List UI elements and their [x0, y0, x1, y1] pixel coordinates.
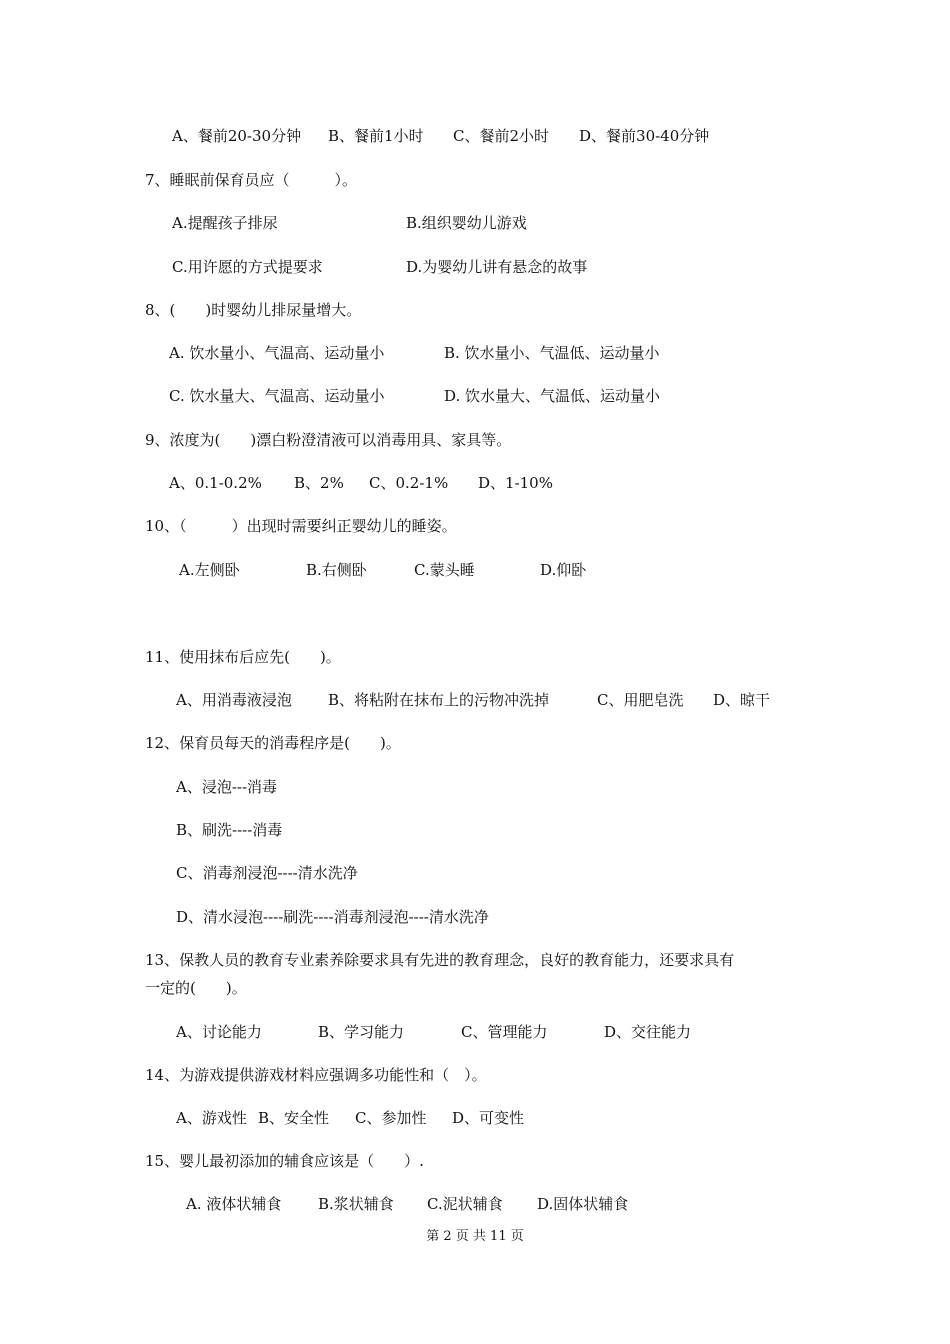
- q10-stem: 10、（ ）出现时需要纠正婴幼儿的睡姿。: [145, 517, 457, 535]
- q15-stem: 15、婴儿最初添加的辅食应该是（ ）.: [145, 1152, 424, 1170]
- q11-stem: 11、使用抹布后应先( )。: [145, 648, 341, 666]
- q9-stem: 9、浓度为( )漂白粉澄清液可以消毒用具、家具等。: [145, 431, 512, 449]
- q8-option-b: B. 饮水量小、气温低、运动量小: [444, 344, 660, 362]
- q10-option-a: A.左侧卧: [179, 561, 240, 579]
- q13-option-a: A、讨论能力: [176, 1023, 262, 1041]
- q10-option-c: C.蒙头睡: [414, 561, 475, 579]
- q14-option-a: A、游戏性: [176, 1109, 247, 1127]
- q7-option-c: C.用许愿的方式提要求: [172, 258, 323, 276]
- q14-option-b: B、安全性: [258, 1109, 330, 1127]
- q14-stem: 14、为游戏提供游戏材料应强调多功能性和（ ）。: [145, 1066, 487, 1084]
- q6-option-b: B、餐前1小时: [328, 127, 424, 145]
- q12-option-a: A、浸泡---消毒: [176, 778, 278, 796]
- q11-option-a: A、用消毒液浸泡: [176, 691, 292, 709]
- q8-stem: 8、( )时婴幼儿排尿量增大。: [145, 301, 362, 319]
- q13-stem-continued: 一定的( )。: [145, 979, 247, 997]
- q15-option-d: D.固体状辅食: [537, 1195, 629, 1213]
- q15-option-c: C.泥状辅食: [427, 1195, 503, 1213]
- q9-option-a: A、0.1-0.2%: [169, 474, 262, 492]
- q11-option-b: B、将粘附在抹布上的污物冲洗掉: [328, 691, 550, 709]
- q14-option-c: C、参加性: [355, 1109, 427, 1127]
- q8-option-d: D. 饮水量大、气温低、运动量小: [444, 387, 661, 405]
- q7-option-b: B.组织婴幼儿游戏: [406, 214, 527, 232]
- page-footer: 第 2 页 共 11 页: [426, 1229, 524, 1244]
- q11-option-d: D、晾干: [713, 691, 771, 709]
- q9-option-b: B、2%: [294, 474, 344, 492]
- q13-option-d: D、交往能力: [604, 1023, 692, 1041]
- q14-option-d: D、可变性: [452, 1109, 525, 1127]
- q12-option-d: D、清水浸泡----刷洗----消毒剂浸泡----清水洗净: [176, 908, 489, 926]
- q6-option-c: C、餐前2小时: [453, 127, 550, 145]
- q10-option-b: B.右侧卧: [306, 561, 367, 579]
- q13-option-b: B、学习能力: [318, 1023, 405, 1041]
- q8-option-a: A. 饮水量小、气温高、运动量小: [169, 344, 385, 362]
- q12-option-b: B、刷洗----消毒: [176, 821, 283, 839]
- q10-option-d: D.仰卧: [540, 561, 587, 579]
- q9-option-c: C、0.2-1%: [369, 474, 449, 492]
- q7-stem: 7、睡眠前保育员应（ ）。: [145, 171, 358, 189]
- q12-option-c: C、消毒剂浸泡----清水洗净: [176, 864, 358, 882]
- q11-option-c: C、用肥皂洗: [597, 691, 684, 709]
- q6-option-d: D、餐前30-40分钟: [579, 127, 710, 145]
- q6-option-a: A、餐前20-30分钟: [172, 127, 302, 145]
- q12-stem: 12、保育员每天的消毒程序是( )。: [145, 734, 401, 752]
- q13-option-c: C、管理能力: [461, 1023, 548, 1041]
- q15-option-b: B.浆状辅食: [318, 1195, 394, 1213]
- q9-option-d: D、1-10%: [478, 474, 553, 492]
- q13-stem: 13、保教人员的教育专业素养除要求具有先进的教育理念，良好的教育能力，还要求具有: [145, 951, 735, 969]
- q7-option-a: A.提醒孩子排尿: [172, 214, 278, 232]
- q7-option-d: D.为婴幼儿讲有悬念的故事: [406, 258, 588, 276]
- q15-option-a: A. 液体状辅食: [186, 1195, 282, 1213]
- q8-option-c: C. 饮水量大、气温高、运动量小: [169, 387, 385, 405]
